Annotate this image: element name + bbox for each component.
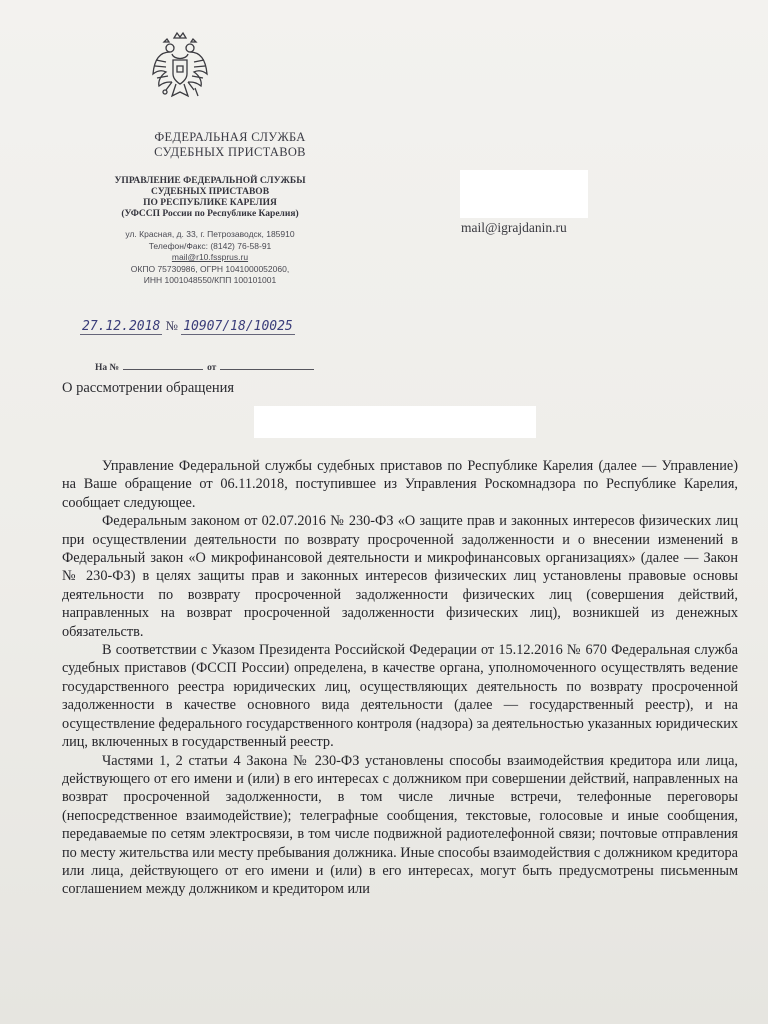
dept-line: (УФССП России по Республике Карелия) <box>121 209 299 219</box>
reply-to-line <box>95 363 314 373</box>
sender-contacts <box>80 229 340 287</box>
org-name-line: СУДЕБНЫХ ПРИСТАВОВ <box>154 145 306 159</box>
sender-phone: Телефон/Факс: (8142) 76-58-91 <box>148 240 272 251</box>
sender-okpo: ОКПО 75730986, ОГРН 1041000052060, <box>130 263 290 274</box>
body-paragraph: Управление Федеральной службы судебных приставов по Республике Карелия (далее — Управление) на Ваше обращение от 06.11.2018, поступившее из Управления Роскомнадзора по Республике Карелия, сообщает следующее. <box>62 458 738 511</box>
reply-from-blank <box>220 369 314 370</box>
sender-email-link[interactable]: mail@r10.fssprus.ru <box>171 252 249 262</box>
sender-block <box>70 30 330 287</box>
reply-to-label: На № <box>95 363 120 373</box>
dept-line: СУДЕБНЫХ ПРИСТАВОВ <box>150 187 270 197</box>
body-paragraph: Федеральным законом от 02.07.2016 № 230-ФЗ «О защите прав и законных интересов физических лиц при осуществлении деятельности по возврату просроченной задолженности и о внесении изменений в Федеральный закон «О микрофинансовой деятельности и микрофинансовых организациях» (далее — Закон № 230-ФЗ) в целях защиты прав и законных интересов физических лиц установлены правовые основы деятельности по возврату просроченной задолженности физических лиц (совершения действий, направленных на возврат просроченной задолженности физических лиц), возникшей из денежных обязательств. <box>62 513 738 640</box>
letter-body <box>62 457 738 899</box>
redacted-recipient-name <box>460 170 588 218</box>
sender-address: ул. Красная, д. 33, г. Петрозаводск, 185910 <box>125 229 295 239</box>
letter-subject: О рассмотрении обращения <box>62 380 235 396</box>
department-name <box>80 176 340 220</box>
registration-line <box>80 318 295 334</box>
reply-to-blank <box>123 369 203 370</box>
recipient-email: mail@igrajdanin.ru <box>461 220 567 235</box>
number-sign: № <box>165 318 178 333</box>
org-name-line: ФЕДЕРАЛЬНАЯ СЛУЖБА <box>154 130 306 144</box>
dept-line: ПО РЕСПУБЛИКЕ КАРЕЛИЯ <box>143 198 277 208</box>
russian-coat-of-arms-icon <box>150 30 210 110</box>
redacted-salutation <box>254 406 536 438</box>
sender-inn: ИНН 1001048550/КПП 100101001 <box>143 275 277 285</box>
registration-number: 10907/18/10025 <box>183 319 293 334</box>
reply-from-label: от <box>207 363 217 373</box>
registration-date: 27.12.2018 <box>82 319 161 334</box>
body-paragraph: В соответствии с Указом Президента Российской Федерации от 15.12.2016 № 670 Федеральная служба судебных приставов (ФССП России) определена, в качестве органа, уполномоченного осуществлять ведение государственного реестра юридических лиц, осуществляющих деятельность по возврату просроченной задолженности в качестве основного вида деятельности (далее — государственный реестр), и на осуществление федерального государственного контроля (надзора) за деятельностью указанных юридических лиц, включенных в государственный реестр. <box>62 642 738 751</box>
body-paragraph: Частями 1, 2 статьи 4 Закона № 230-ФЗ установлены способы взаимодействия кредитора или лица, действующего от его имени и (или) в его интересах с должником при совершении действий, направленных на возврат просроченной задолженности, в том числе личные встречи, телефонные переговоры (непосредственное взаимодействие); телеграфные сообщения, текстовые, голосовые и иные сообщения, передаваемые по сетям электросвязи, в том числе подвижной радиотелефонной связи; почтовые отправления по месту жительства или месту пребывания должника. Иные способы взаимодействия с должником кредитора или лица, действующего от его имени и (или) в его интересах, могут быть предусмотрены письменным соглашением между должником и кредитором или <box>62 752 738 898</box>
dept-line: УПРАВЛЕНИЕ ФЕДЕРАЛЬНОЙ СЛУЖБЫ <box>114 176 306 186</box>
org-name <box>130 130 330 160</box>
